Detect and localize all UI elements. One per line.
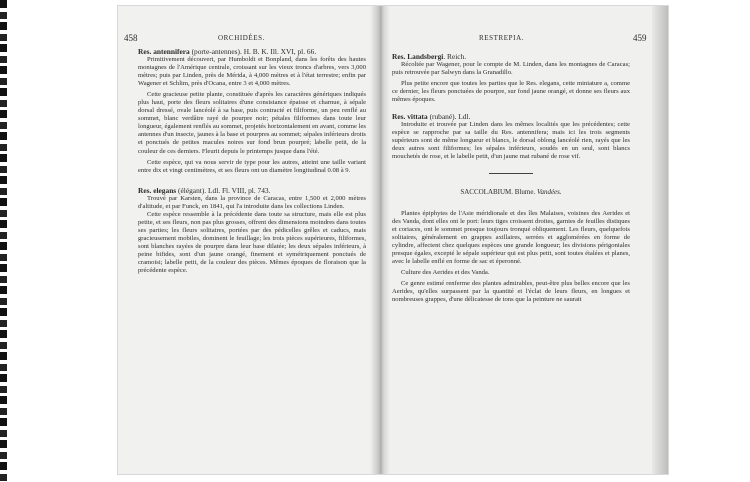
paragraph: Introduite et trouvée par Linden dans les mêmes localités que les précédentes; cette espèce se rapproche par sa taille du Res. antennifera; mais ici les trois segments supérieurs sont de même longueur et blancs, le dorsal oblong lancéolé rien, rayés que les deux autres sont filiformes; les sépales inférieurs, soudés en un seul, sont blancs mouchetés de rose, et le labelle petit, d'un jaune mat rubané de rose vif. — [392, 121, 630, 161]
open-book-spread — [118, 6, 668, 474]
section-family: Vandées. — [536, 188, 562, 197]
entry-name: Res. vittata — [392, 112, 428, 122]
entry-citation: (rubané). Ldl. — [427, 112, 471, 122]
entry-heading — [138, 47, 366, 56]
right-running-head: RESTREPIA. — [479, 34, 525, 42]
paragraph: Primitivement découvert, par Humboldt et Bonpland, dans les forêts des hautes montagnes de l'Amérique centrale, croissant sur les vieux troncs d'arbres, vers 3,000 mètres; puis par Linden, près de Mérida, à 4,000 mètres et à l'état terrestre; enfin par Wagener et Schlim, près d'Ocana, entre 3 et 4,000 mètres. — [138, 56, 366, 88]
section-title: SACCOLABIUM. — [460, 188, 514, 197]
left-running-head: ORCHIDÉES. — [218, 34, 266, 42]
spacer — [138, 175, 366, 186]
entry-citation: (porte-antennes). H. B. K. Ill. XVI, pl. 66. — [189, 47, 317, 56]
entry-name: Res. antennifera — [138, 47, 190, 56]
right-page — [376, 6, 668, 474]
right-text-column — [392, 52, 630, 304]
section-author: Blume. — [514, 188, 536, 197]
entry-name: Res. Landsbergi — [392, 52, 444, 61]
left-text-column — [138, 47, 366, 275]
paragraph: Culture des Aerides et des Vanda. — [401, 268, 490, 276]
paragraph: Cette espèce ressemble à la précédente dans toute sa structure, mais elle est plus petite, et ses fleurs, non pas plus grosses, offrent des dimensions moindres dans toutes ses parties; les fleurs solitaires, portées par des pédicelles grêles et caducs, mais gracieusement mobiles, dominent le feuillage; les trois pièces supérieures, filiformes, sont blanches rayées de pourpre dans leur base dilatée; les deux sépales inférieurs, à peine bifides, sont d'un jaune orangé, finement et symétriquement ponctués de cramoisi; labelle petit, de la couleur des pièces. Mêmes époques de floraison que la précédente espèce. — [138, 210, 366, 275]
entry-citation: (élégant). Ldl. Fl. VIII, pl. 743. — [176, 185, 271, 195]
paragraph: Cette espèce, qui va nous servir de type pour les autres, atteint une taille variant entre dix et vingt centimètres, et ses fleurs ont un diamètre longitudinal 0.08 à 9. — [138, 158, 366, 174]
paragraph: Trouvé par Karsten, dans la province de Caracas, entre 1,500 et 2,000 mètres d'altitude, et par Funck, en 1841, qui l'a introduite dans les collections Linden. — [138, 194, 366, 210]
entry-heading — [138, 186, 366, 195]
entry-heading — [392, 112, 630, 121]
section-heading — [392, 188, 630, 196]
left-page — [118, 6, 376, 474]
scan-edge-strip — [0, 0, 7, 482]
page-stack-edge — [652, 6, 668, 474]
left-page-number: 458 — [124, 33, 138, 43]
entry-heading — [392, 52, 630, 61]
spacer — [392, 104, 630, 112]
entry-citation: . Reich. — [443, 52, 467, 61]
entry-name: Res. elegans — [138, 185, 177, 195]
paragraph: Récoltée par Wagener, pour le compte de M. Linden, dans les montagnes de Caracas; puis retrouvée par Salwyn dans la Granadillo. — [392, 61, 630, 77]
paragraph: Cette gracieuse petite plante, constituée d'après les caractères génériques indiqués plus haut, porte des fleurs solitaires d'une consistance épaisse et charnue, à sépale dorsal dressé, ovale lancéolé à sa base, puis contracté et filiforme, un peu renflé au sommet, blanc verdâtre rayé de pourpre noir; pétales filiformes dans toute leur longueur, également renflés au sommet, projetés horizontalement en avant, comme les antennes d'un insecte, jaunes à la base et pourpres au sommet; sépales inférieurs droits et ponctués de petites macules noires sur fond brun pourpré; labelle petit, de la couleur de ces derniers. Fleurit depuis le printemps jusque dans l'été. — [138, 91, 366, 155]
right-page-number: 459 — [633, 33, 647, 43]
paragraph: Plantes épiphytes de l'Asie méridionale et des îles Malaises, voisines des Aerides et des Vanda, dont elles ont le port: leurs tiges croissent droites, garnies de feuilles distiques et coriaces, ont le sommet presque toujours tronqué obliquement. Les fleurs, quelquefois solitaires, généralement en grappes axillaires, serrées et agglomérées en forme de cylindre, affectent chez quelques espèces une grande longueur; les divisions périgoniales presque égales, excepté le sépale supérieur qui est plus petit, sont toutes étalées et planes, avec le labelle enflé en forme de sac et éperonné. — [392, 209, 630, 265]
paragraph: Plus petite encore que toutes les parties que le Res. elegans, cette miniature a, comme ce dernier, les fleurs ponctuées de pourpre, sur fond jaune orangé, et donne ses fleurs aux mêmes époques. — [392, 80, 630, 104]
section-divider-rule — [489, 173, 533, 174]
paragraph: Ce genre estimé renferme des plantes admirables, peut-être plus belles encore que les Aerides, qu'elles surpassent par la quantité et l'éclat de leurs fleurs, en longues et nombreuses grappes, d'une délicatesse de tons que la peinture ne saurait — [392, 279, 630, 303]
